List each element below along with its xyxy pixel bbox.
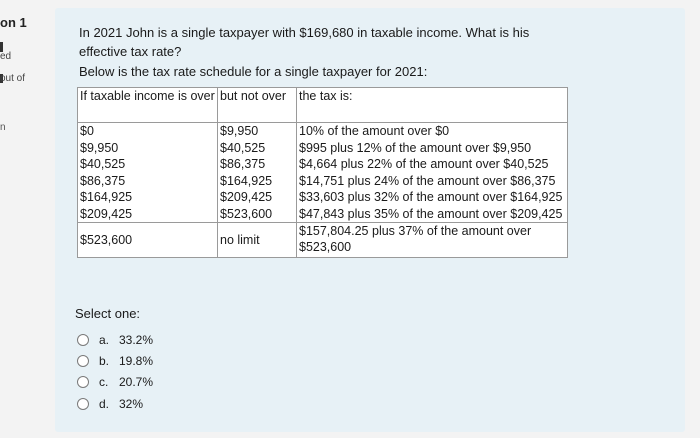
option-letter: d. (99, 397, 110, 411)
option-value: 33.2% (119, 333, 154, 347)
table-cell: $40,525 (80, 157, 126, 171)
option-letter: a. (99, 333, 110, 347)
table-cell: $157,804.25 plus 37% of the amount over $523,600 (297, 223, 568, 258)
header-not-over: but not over (218, 88, 297, 123)
radio-button[interactable] (77, 334, 89, 346)
table-cell: $209,425 (80, 206, 133, 221)
question-text: In 2021 John is a single taxpayer with $169,680 in taxable income. What is his effective tax rate? (79, 25, 530, 59)
table-row (78, 223, 568, 258)
table-cell: $523,600 (220, 206, 273, 221)
question-marks: out of (0, 73, 26, 84)
answer-option-c[interactable] (77, 375, 153, 389)
answer-option-a[interactable] (77, 333, 153, 347)
table-cell: $4,664 plus 22% of the amount over $40,525 (299, 157, 549, 171)
question-status: ed (0, 51, 12, 62)
table-cell: $33,603 plus 32% of the amount over $164,925 (299, 190, 563, 204)
table-cell: $164,925 (220, 173, 273, 188)
table-cell: $14,751 plus 24% of the amount over $86,375 (299, 173, 556, 188)
question-number: on 1 (0, 15, 27, 30)
table-cell: $0 (80, 124, 94, 138)
option-letter: c. (99, 375, 109, 389)
header-over: If taxable income is over (78, 88, 218, 123)
table-cell: $47,843 plus 35% of the amount over $209,425 (299, 206, 563, 221)
tax-rate-table (77, 87, 568, 258)
radio-button[interactable] (77, 398, 89, 410)
radio-button[interactable] (77, 355, 89, 367)
radio-button[interactable] (77, 376, 89, 388)
table-cell: $9,950 (220, 124, 259, 138)
table-header-row (78, 88, 568, 123)
option-value: 32% (119, 397, 144, 411)
option-value: 19.8% (119, 354, 154, 368)
header-tax: the tax is: (297, 88, 568, 123)
table-cell: $86,375 (80, 173, 126, 188)
tax-column (297, 123, 568, 223)
schedule-intro: Below is the tax rate schedule for a single taxpayer for 2021: (79, 64, 428, 79)
not-over-column (218, 123, 297, 223)
over-column (78, 123, 218, 223)
table-cell: $523,600 (78, 223, 218, 258)
table-row (78, 123, 568, 223)
question-panel (55, 8, 685, 432)
table-cell: 10% of the amount over $0 (299, 124, 450, 138)
table-cell: $9,950 (80, 140, 119, 155)
table-cell: $995 plus 12% of the amount over $9,950 (299, 140, 532, 155)
table-cell: $86,375 (220, 157, 266, 171)
option-letter: b. (99, 354, 110, 368)
flag-question-link[interactable]: n (0, 122, 6, 133)
table-cell: $40,525 (220, 140, 266, 155)
select-one-label: Select one: (75, 306, 141, 321)
option-value: 20.7% (119, 375, 154, 389)
question-nav-sidebar (0, 0, 50, 438)
answer-option-b[interactable] (77, 354, 153, 368)
table-cell: $164,925 (80, 190, 133, 204)
table-cell: no limit (218, 223, 297, 258)
answer-option-d[interactable] (77, 397, 143, 411)
table-cell: $209,425 (220, 190, 273, 204)
